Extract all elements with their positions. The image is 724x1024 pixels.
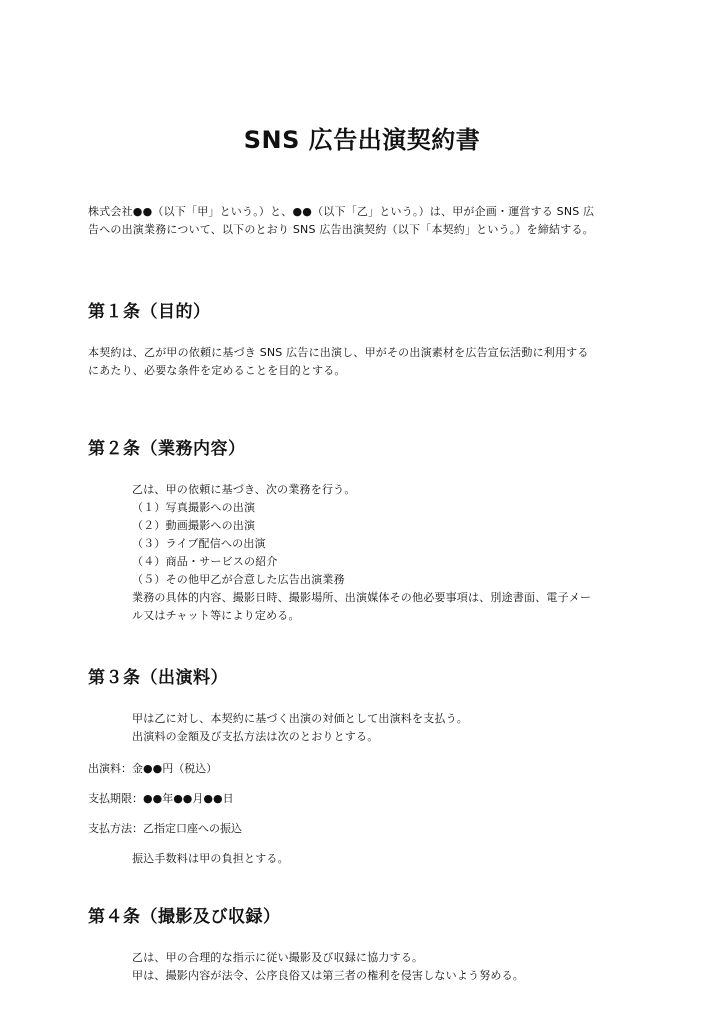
document-title: SNS 広告出演契約書	[243, 126, 481, 154]
article-2-line: ル又はチャット等により定める。	[132, 609, 300, 622]
payment-deadline: 支払期限：●●年●●月●●日	[88, 792, 234, 805]
article-2-line: 乙は、甲の依頼に基づき、次の業務を行う。	[132, 483, 356, 496]
article-3-line: 出演料の金額及び支払方法は次のとおりとする。	[132, 730, 379, 743]
article-2-list-item: （２）動画撮影への出演	[132, 519, 256, 532]
article-4-line: 乙は、甲の合理的な指示に従い撮影及び収録に協力する。	[132, 951, 424, 964]
article-2	[88, 434, 636, 625]
article-3-heading: 第３条（出演料）	[88, 668, 228, 688]
article-1-heading: 第１条（目的）	[88, 302, 211, 322]
article-2-body	[88, 481, 636, 625]
article-1	[88, 297, 636, 380]
article-2-line: 業務の具体的内容、撮影日時、撮影場所、出演媒体その他必要事項は、別途書面、電子メー	[132, 591, 592, 604]
article-4-body	[88, 949, 636, 985]
article-4-heading: 第４条（撮影及び収録）	[88, 907, 281, 927]
article-3-note: 振込手数料は甲の負担とする。	[132, 852, 289, 865]
article-3-line: 甲は乙に対し、本契約に基づく出演の対価として出演料を支払う。	[132, 712, 468, 725]
article-3	[88, 663, 636, 868]
article-3-body	[88, 710, 636, 746]
article-2-list-item: （３）ライブ配信への出演	[132, 537, 266, 550]
article-1-line: 本契約は、乙が甲の依頼に基づき SNS 広告に出演し、甲がその出演素材を広告宣伝活動に利用する	[88, 346, 589, 359]
article-4-line: 甲は、撮影内容が法令、公序良俗又は第三者の権利を侵害しないよう努める。	[132, 969, 524, 982]
article-4	[88, 902, 636, 985]
preamble-line: 株式会社●●（以下「甲」という。）と、●●（以下「乙」という。）は、甲が企画・運営する SNS 広	[88, 205, 595, 218]
article-2-list-item: （５）その他甲乙が合意した広告出演業務	[132, 573, 345, 586]
article-2-heading: 第２条（業務内容）	[88, 439, 246, 459]
article-2-list-item: （４）商品・サービスの紹介	[132, 555, 278, 568]
article-1-line: にあたり、必要な条件を定めることを目的とする。	[88, 364, 346, 377]
preamble	[88, 203, 636, 239]
payment-method: 支払方法：乙指定口座への振込	[88, 822, 242, 835]
preamble-line: 告への出演業務について、以下のとおり SNS 広告出演契約（以下「本契約」という。）を締結する。	[88, 223, 594, 236]
article-3-note-wrap	[88, 850, 636, 868]
payment-terms	[88, 760, 636, 838]
article-2-list-item: （１）写真撮影への出演	[132, 501, 256, 514]
fee-amount: 出演料：金●●円（税込）	[88, 762, 218, 775]
